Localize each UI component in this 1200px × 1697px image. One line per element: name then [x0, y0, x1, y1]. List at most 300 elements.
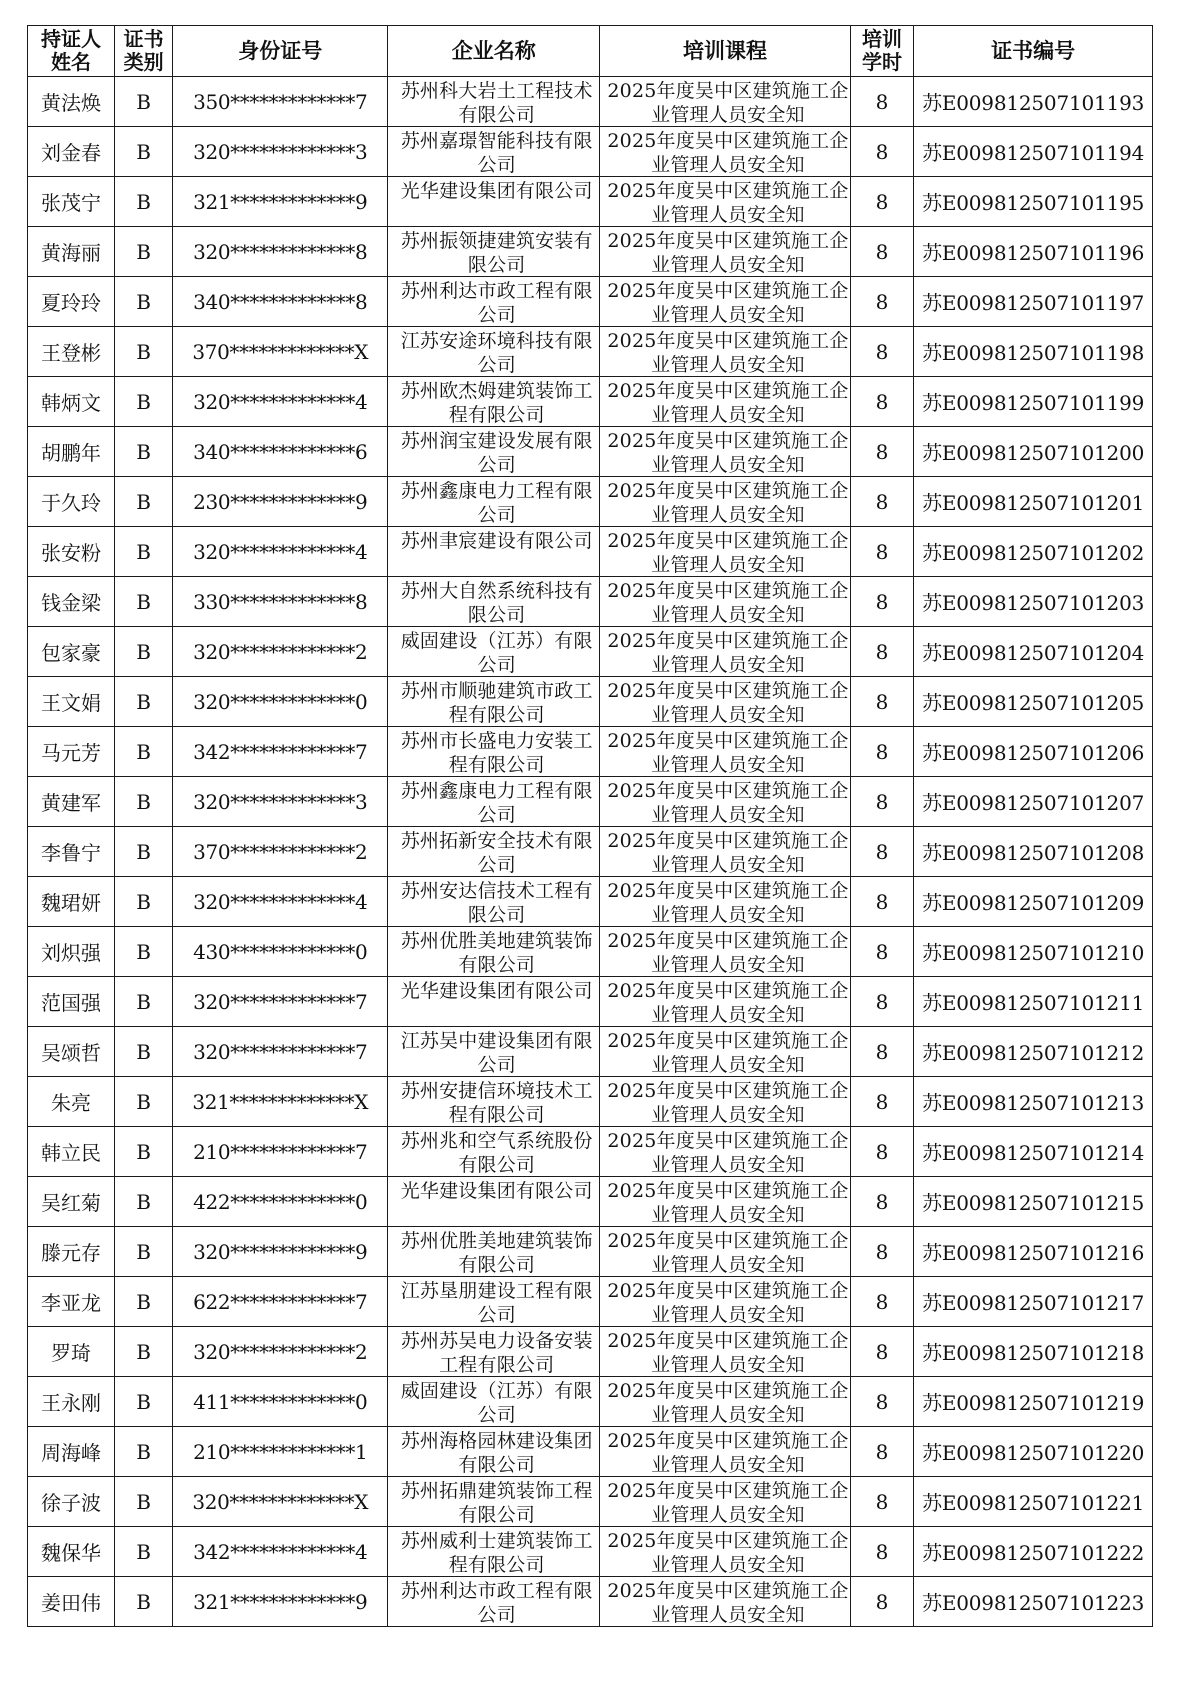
cell-course-text: 2025年度吴中区建筑施工企业管理人员安全知	[607, 579, 849, 626]
table-row	[28, 877, 1153, 927]
header-id-number: 身份证号	[173, 26, 388, 77]
cell-holder-name: 周海峰	[28, 1427, 115, 1477]
table-row	[28, 577, 1153, 627]
cell-id-number: 342*************4	[173, 1527, 388, 1577]
cell-company	[388, 527, 600, 577]
cell-company-text: 苏州嘉璟智能科技有限公司	[400, 129, 593, 176]
cell-course	[600, 477, 851, 527]
cell-course	[600, 777, 851, 827]
cell-training-hours: 8	[850, 1227, 913, 1277]
cell-cert-class: B	[115, 77, 173, 127]
cell-cert-number: 苏E009812507101222	[914, 1527, 1153, 1577]
cell-cert-number: 苏E009812507101210	[914, 927, 1153, 977]
cell-course-text: 2025年度吴中区建筑施工企业管理人员安全知	[607, 529, 849, 576]
cell-id-number: 321*************9	[173, 1577, 388, 1627]
cell-id-number: 230*************9	[173, 477, 388, 527]
cell-training-hours: 8	[850, 1327, 913, 1377]
cell-holder-name: 韩立民	[28, 1127, 115, 1177]
table-row	[28, 227, 1153, 277]
cell-company-text: 苏州优胜美地建筑装饰有限公司	[400, 1229, 593, 1276]
cell-cert-number: 苏E009812507101201	[914, 477, 1153, 527]
cell-company	[388, 627, 600, 677]
cell-cert-class: B	[115, 877, 173, 927]
cell-company-text: 苏州大自然系统科技有限公司	[400, 579, 593, 626]
cell-cert-class: B	[115, 827, 173, 877]
cell-company-text: 威固建设（江苏）有限公司	[400, 629, 593, 676]
cell-id-number: 320*************8	[173, 227, 388, 277]
cell-course	[600, 1077, 851, 1127]
cell-course-text: 2025年度吴中区建筑施工企业管理人员安全知	[607, 329, 849, 376]
cell-training-hours: 8	[850, 777, 913, 827]
cell-course-text: 2025年度吴中区建筑施工企业管理人员安全知	[607, 779, 849, 826]
cell-company	[388, 177, 600, 227]
cell-id-number: 320*************4	[173, 877, 388, 927]
table-row	[28, 927, 1153, 977]
cell-training-hours: 8	[850, 1427, 913, 1477]
cell-holder-name: 魏珺妍	[28, 877, 115, 927]
cell-company	[388, 677, 600, 727]
cell-company-text: 苏州拓鼎建筑装饰工程有限公司	[400, 1479, 593, 1526]
cell-company	[388, 377, 600, 427]
table-row	[28, 777, 1153, 827]
cell-course	[600, 827, 851, 877]
cell-id-number: 210*************7	[173, 1127, 388, 1177]
cell-cert-class: B	[115, 927, 173, 977]
cell-holder-name: 徐子波	[28, 1477, 115, 1527]
table-row	[28, 477, 1153, 527]
cell-company	[388, 427, 600, 477]
cell-id-number: 320*************2	[173, 627, 388, 677]
cell-cert-number: 苏E009812507101211	[914, 977, 1153, 1027]
table-row	[28, 277, 1153, 327]
table-row	[28, 127, 1153, 177]
cell-holder-name: 魏保华	[28, 1527, 115, 1577]
cell-cert-class: B	[115, 1577, 173, 1627]
cell-course-text: 2025年度吴中区建筑施工企业管理人员安全知	[607, 1579, 849, 1626]
cell-company	[388, 977, 600, 1027]
cell-training-hours: 8	[850, 1277, 913, 1327]
table-row	[28, 727, 1153, 777]
cell-course	[600, 1227, 851, 1277]
cell-id-number: 321*************X	[173, 1077, 388, 1127]
certificate-roster-table	[27, 25, 1153, 1627]
cell-company-text: 苏州优胜美地建筑装饰有限公司	[400, 929, 593, 976]
cell-holder-name: 王登彬	[28, 327, 115, 377]
cell-course	[600, 277, 851, 327]
cell-training-hours: 8	[850, 727, 913, 777]
cell-id-number: 350*************7	[173, 77, 388, 127]
table-row	[28, 327, 1153, 377]
cell-cert-number: 苏E009812507101205	[914, 677, 1153, 727]
cell-id-number: 320*************X	[173, 1477, 388, 1527]
cell-course-text: 2025年度吴中区建筑施工企业管理人员安全知	[607, 1079, 849, 1126]
cell-id-number: 340*************6	[173, 427, 388, 477]
cell-holder-name: 韩炳文	[28, 377, 115, 427]
cell-holder-name: 张安粉	[28, 527, 115, 577]
cell-training-hours: 8	[850, 1177, 913, 1227]
cell-course	[600, 677, 851, 727]
cell-cert-number: 苏E009812507101206	[914, 727, 1153, 777]
cell-course-text: 2025年度吴中区建筑施工企业管理人员安全知	[607, 1379, 849, 1426]
cell-training-hours: 8	[850, 927, 913, 977]
cell-cert-class: B	[115, 227, 173, 277]
cell-training-hours: 8	[850, 627, 913, 677]
cell-cert-class: B	[115, 1277, 173, 1327]
cell-company-text: 光华建设集团有限公司	[400, 1179, 593, 1202]
cell-cert-class: B	[115, 1427, 173, 1477]
cell-company-text: 苏州兆和空气系统股份有限公司	[400, 1129, 593, 1176]
cell-cert-class: B	[115, 127, 173, 177]
cell-cert-class: B	[115, 177, 173, 227]
cell-course	[600, 1277, 851, 1327]
cell-training-hours: 8	[850, 327, 913, 377]
cell-cert-class: B	[115, 377, 173, 427]
cell-training-hours: 8	[850, 227, 913, 277]
cell-course-text: 2025年度吴中区建筑施工企业管理人员安全知	[607, 1429, 849, 1476]
cell-id-number: 320*************7	[173, 1027, 388, 1077]
cell-id-number: 430*************0	[173, 927, 388, 977]
cell-training-hours: 8	[850, 1127, 913, 1177]
cell-cert-class: B	[115, 1477, 173, 1527]
cell-company-text: 苏州市顺驰建筑市政工程有限公司	[400, 679, 593, 726]
cell-holder-name: 刘炽强	[28, 927, 115, 977]
table-row	[28, 77, 1153, 127]
cell-company	[388, 1127, 600, 1177]
cell-company-text: 江苏安途环境科技有限公司	[400, 329, 593, 376]
cell-course	[600, 427, 851, 477]
cell-cert-class: B	[115, 277, 173, 327]
header-training-hours-line2: 学时	[861, 50, 902, 74]
cell-course	[600, 1527, 851, 1577]
cell-course-text: 2025年度吴中区建筑施工企业管理人员安全知	[607, 1029, 849, 1076]
cell-cert-class: B	[115, 677, 173, 727]
header-company: 企业名称	[388, 26, 600, 77]
cell-course	[600, 77, 851, 127]
header-course: 培训课程	[600, 26, 851, 77]
cell-course-text: 2025年度吴中区建筑施工企业管理人员安全知	[607, 679, 849, 726]
cell-company	[388, 777, 600, 827]
cell-cert-class: B	[115, 427, 173, 477]
cell-cert-number: 苏E009812507101213	[914, 1077, 1153, 1127]
cell-id-number: 342*************7	[173, 727, 388, 777]
cell-cert-number: 苏E009812507101198	[914, 327, 1153, 377]
cell-holder-name: 于久玲	[28, 477, 115, 527]
cell-company	[388, 877, 600, 927]
table-row	[28, 827, 1153, 877]
cell-company	[388, 1327, 600, 1377]
cell-cert-class: B	[115, 527, 173, 577]
cell-training-hours: 8	[850, 1027, 913, 1077]
header-cert-class	[115, 26, 173, 77]
cell-cert-class: B	[115, 577, 173, 627]
cell-holder-name: 黄法焕	[28, 77, 115, 127]
cell-course	[600, 327, 851, 377]
table-row	[28, 1127, 1153, 1177]
table-row	[28, 1027, 1153, 1077]
cell-course-text: 2025年度吴中区建筑施工企业管理人员安全知	[607, 629, 849, 676]
cell-cert-number: 苏E009812507101219	[914, 1377, 1153, 1427]
cell-company-text: 光华建设集团有限公司	[400, 179, 593, 202]
cell-company-text: 苏州鑫康电力工程有限公司	[400, 779, 593, 826]
cell-holder-name: 钱金梁	[28, 577, 115, 627]
cell-training-hours: 8	[850, 477, 913, 527]
cell-company	[388, 1177, 600, 1227]
cell-cert-number: 苏E009812507101220	[914, 1427, 1153, 1477]
cell-cert-class: B	[115, 977, 173, 1027]
cell-course-text: 2025年度吴中区建筑施工企业管理人员安全知	[607, 229, 849, 276]
cell-cert-class: B	[115, 1077, 173, 1127]
cell-cert-number: 苏E009812507101212	[914, 1027, 1153, 1077]
cell-course	[600, 977, 851, 1027]
cell-id-number: 320*************2	[173, 1327, 388, 1377]
cell-course-text: 2025年度吴中区建筑施工企业管理人员安全知	[607, 879, 849, 926]
header-row	[28, 26, 1153, 77]
cell-cert-class: B	[115, 627, 173, 677]
cell-course	[600, 1377, 851, 1427]
cell-course-text: 2025年度吴中区建筑施工企业管理人员安全知	[607, 129, 849, 176]
cell-course	[600, 1577, 851, 1627]
cell-training-hours: 8	[850, 377, 913, 427]
cell-course-text: 2025年度吴中区建筑施工企业管理人员安全知	[607, 429, 849, 476]
cell-course	[600, 127, 851, 177]
cell-course-text: 2025年度吴中区建筑施工企业管理人员安全知	[607, 179, 849, 226]
table-row	[28, 977, 1153, 1027]
cell-company-text: 苏州威利士建筑装饰工程有限公司	[400, 1529, 593, 1576]
cell-cert-class: B	[115, 1327, 173, 1377]
table-row	[28, 1427, 1153, 1477]
table-row	[28, 177, 1153, 227]
cell-course-text: 2025年度吴中区建筑施工企业管理人员安全知	[607, 279, 849, 326]
cell-company-text: 威固建设（江苏）有限公司	[400, 1379, 593, 1426]
cell-course-text: 2025年度吴中区建筑施工企业管理人员安全知	[607, 479, 849, 526]
cell-company	[388, 1077, 600, 1127]
cell-company-text: 苏州苏吴电力设备安装工程有限公司	[400, 1329, 593, 1376]
cell-company	[388, 1427, 600, 1477]
cell-course	[600, 1327, 851, 1377]
cell-cert-class: B	[115, 1177, 173, 1227]
cell-company	[388, 77, 600, 127]
cell-cert-number: 苏E009812507101223	[914, 1577, 1153, 1627]
cell-training-hours: 8	[850, 127, 913, 177]
cell-id-number: 330*************8	[173, 577, 388, 627]
cell-cert-number: 苏E009812507101194	[914, 127, 1153, 177]
cell-training-hours: 8	[850, 677, 913, 727]
cell-id-number: 320*************0	[173, 677, 388, 727]
cell-training-hours: 8	[850, 1577, 913, 1627]
cell-id-number: 210*************1	[173, 1427, 388, 1477]
cell-company-text: 光华建设集团有限公司	[400, 979, 593, 1002]
cell-course-text: 2025年度吴中区建筑施工企业管理人员安全知	[607, 1229, 849, 1276]
cell-cert-number: 苏E009812507101199	[914, 377, 1153, 427]
cell-company-text: 苏州安达信技术工程有限公司	[400, 879, 593, 926]
cell-cert-class: B	[115, 477, 173, 527]
cell-cert-number: 苏E009812507101217	[914, 1277, 1153, 1327]
table-row	[28, 1377, 1153, 1427]
cell-training-hours: 8	[850, 1377, 913, 1427]
header-cert-number: 证书编号	[914, 26, 1153, 77]
cell-holder-name: 李鲁宁	[28, 827, 115, 877]
cell-holder-name: 吴颂哲	[28, 1027, 115, 1077]
cell-cert-number: 苏E009812507101202	[914, 527, 1153, 577]
cell-holder-name: 姜田伟	[28, 1577, 115, 1627]
cell-company-text: 苏州市长盛电力安装工程有限公司	[400, 729, 593, 776]
cell-company	[388, 727, 600, 777]
cell-company-text: 苏州科大岩土工程技术有限公司	[400, 79, 593, 126]
cell-id-number: 320*************4	[173, 377, 388, 427]
cell-company-text: 江苏垦朋建设工程有限公司	[400, 1279, 593, 1326]
cell-cert-number: 苏E009812507101197	[914, 277, 1153, 327]
cell-id-number: 321*************9	[173, 177, 388, 227]
header-training-hours-line1: 培训	[861, 27, 902, 51]
cell-cert-number: 苏E009812507101193	[914, 77, 1153, 127]
cell-cert-number: 苏E009812507101200	[914, 427, 1153, 477]
cell-training-hours: 8	[850, 827, 913, 877]
cell-holder-name: 滕元存	[28, 1227, 115, 1277]
table-row	[28, 377, 1153, 427]
cell-holder-name: 黄建军	[28, 777, 115, 827]
table-header	[28, 26, 1153, 77]
table-row	[28, 1077, 1153, 1127]
cell-cert-number: 苏E009812507101203	[914, 577, 1153, 627]
table-row	[28, 527, 1153, 577]
cell-holder-name: 刘金春	[28, 127, 115, 177]
cell-training-hours: 8	[850, 1077, 913, 1127]
cell-course	[600, 927, 851, 977]
table-row	[28, 427, 1153, 477]
cell-id-number: 622*************7	[173, 1277, 388, 1327]
cell-cert-class: B	[115, 1127, 173, 1177]
cell-company-text: 苏州海格园林建设集团有限公司	[400, 1429, 593, 1476]
cell-id-number: 320*************9	[173, 1227, 388, 1277]
cell-holder-name: 胡鹏年	[28, 427, 115, 477]
cell-course-text: 2025年度吴中区建筑施工企业管理人员安全知	[607, 1329, 849, 1376]
cell-cert-class: B	[115, 1227, 173, 1277]
cell-company-text: 江苏吴中建设集团有限公司	[400, 1029, 593, 1076]
cell-course-text: 2025年度吴中区建筑施工企业管理人员安全知	[607, 1529, 849, 1576]
cell-course	[600, 377, 851, 427]
cell-holder-name: 罗琦	[28, 1327, 115, 1377]
cell-company	[388, 827, 600, 877]
cell-cert-number: 苏E009812507101207	[914, 777, 1153, 827]
header-holder-name-line1: 持证人	[41, 27, 102, 51]
cell-company	[388, 1527, 600, 1577]
cell-holder-name: 包家豪	[28, 627, 115, 677]
cell-company	[388, 1277, 600, 1327]
cell-company	[388, 327, 600, 377]
cell-company	[388, 577, 600, 627]
cell-training-hours: 8	[850, 1477, 913, 1527]
cell-holder-name: 马元芳	[28, 727, 115, 777]
cell-company	[388, 927, 600, 977]
cell-course-text: 2025年度吴中区建筑施工企业管理人员安全知	[607, 1179, 849, 1226]
cell-company-text: 苏州拓新安全技术有限公司	[400, 829, 593, 876]
cell-cert-number: 苏E009812507101209	[914, 877, 1153, 927]
cell-course-text: 2025年度吴中区建筑施工企业管理人员安全知	[607, 829, 849, 876]
cell-course	[600, 527, 851, 577]
table-body	[28, 77, 1153, 1627]
cell-training-hours: 8	[850, 427, 913, 477]
header-cert-class-line2: 类别	[123, 50, 164, 74]
cell-course	[600, 727, 851, 777]
cell-company	[388, 1227, 600, 1277]
cell-holder-name: 范国强	[28, 977, 115, 1027]
cell-id-number: 340*************8	[173, 277, 388, 327]
cell-cert-number: 苏E009812507101218	[914, 1327, 1153, 1377]
cell-course-text: 2025年度吴中区建筑施工企业管理人员安全知	[607, 929, 849, 976]
table-row	[28, 1527, 1153, 1577]
cell-course-text: 2025年度吴中区建筑施工企业管理人员安全知	[607, 979, 849, 1026]
cell-course-text: 2025年度吴中区建筑施工企业管理人员安全知	[607, 729, 849, 776]
table-row	[28, 1277, 1153, 1327]
table-row	[28, 1327, 1153, 1377]
cell-course	[600, 1477, 851, 1527]
cell-training-hours: 8	[850, 527, 913, 577]
cell-id-number: 370*************2	[173, 827, 388, 877]
cell-company	[388, 277, 600, 327]
cell-cert-class: B	[115, 777, 173, 827]
table-row	[28, 1577, 1153, 1627]
cell-cert-number: 苏E009812507101204	[914, 627, 1153, 677]
cell-course-text: 2025年度吴中区建筑施工企业管理人员安全知	[607, 1129, 849, 1176]
table-row	[28, 677, 1153, 727]
cell-holder-name: 王文娟	[28, 677, 115, 727]
cell-company	[388, 477, 600, 527]
cell-cert-number: 苏E009812507101214	[914, 1127, 1153, 1177]
table-row	[28, 1227, 1153, 1277]
cell-company-text: 苏州安捷信环境技术工程有限公司	[400, 1079, 593, 1126]
cell-cert-class: B	[115, 727, 173, 777]
cell-company	[388, 1027, 600, 1077]
header-training-hours	[850, 26, 913, 77]
cell-company	[388, 1477, 600, 1527]
cell-course	[600, 227, 851, 277]
cell-course	[600, 627, 851, 677]
cell-holder-name: 吴红菊	[28, 1177, 115, 1227]
cell-company	[388, 1377, 600, 1427]
cell-id-number: 370*************X	[173, 327, 388, 377]
cell-course	[600, 1127, 851, 1177]
cell-cert-number: 苏E009812507101208	[914, 827, 1153, 877]
cell-cert-number: 苏E009812507101196	[914, 227, 1153, 277]
header-holder-name	[28, 26, 115, 77]
cell-id-number: 320*************3	[173, 777, 388, 827]
cell-company	[388, 227, 600, 277]
cell-holder-name: 夏玲玲	[28, 277, 115, 327]
cell-training-hours: 8	[850, 277, 913, 327]
cell-course-text: 2025年度吴中区建筑施工企业管理人员安全知	[607, 1279, 849, 1326]
cell-cert-number: 苏E009812507101195	[914, 177, 1153, 227]
cell-training-hours: 8	[850, 77, 913, 127]
table-row	[28, 1477, 1153, 1527]
cell-id-number: 422*************0	[173, 1177, 388, 1227]
cell-id-number: 320*************7	[173, 977, 388, 1027]
cell-cert-class: B	[115, 1027, 173, 1077]
cell-course	[600, 177, 851, 227]
cell-company-text: 苏州聿宸建设有限公司	[400, 529, 593, 552]
cell-holder-name: 王永刚	[28, 1377, 115, 1427]
cell-course-text: 2025年度吴中区建筑施工企业管理人员安全知	[607, 1479, 849, 1526]
cell-cert-number: 苏E009812507101216	[914, 1227, 1153, 1277]
cell-holder-name: 黄海丽	[28, 227, 115, 277]
cell-cert-number: 苏E009812507101215	[914, 1177, 1153, 1227]
cell-course	[600, 1427, 851, 1477]
cell-id-number: 411*************0	[173, 1377, 388, 1427]
cell-cert-class: B	[115, 327, 173, 377]
cell-training-hours: 8	[850, 577, 913, 627]
cell-id-number: 320*************4	[173, 527, 388, 577]
table-row	[28, 1177, 1153, 1227]
cell-company	[388, 1577, 600, 1627]
